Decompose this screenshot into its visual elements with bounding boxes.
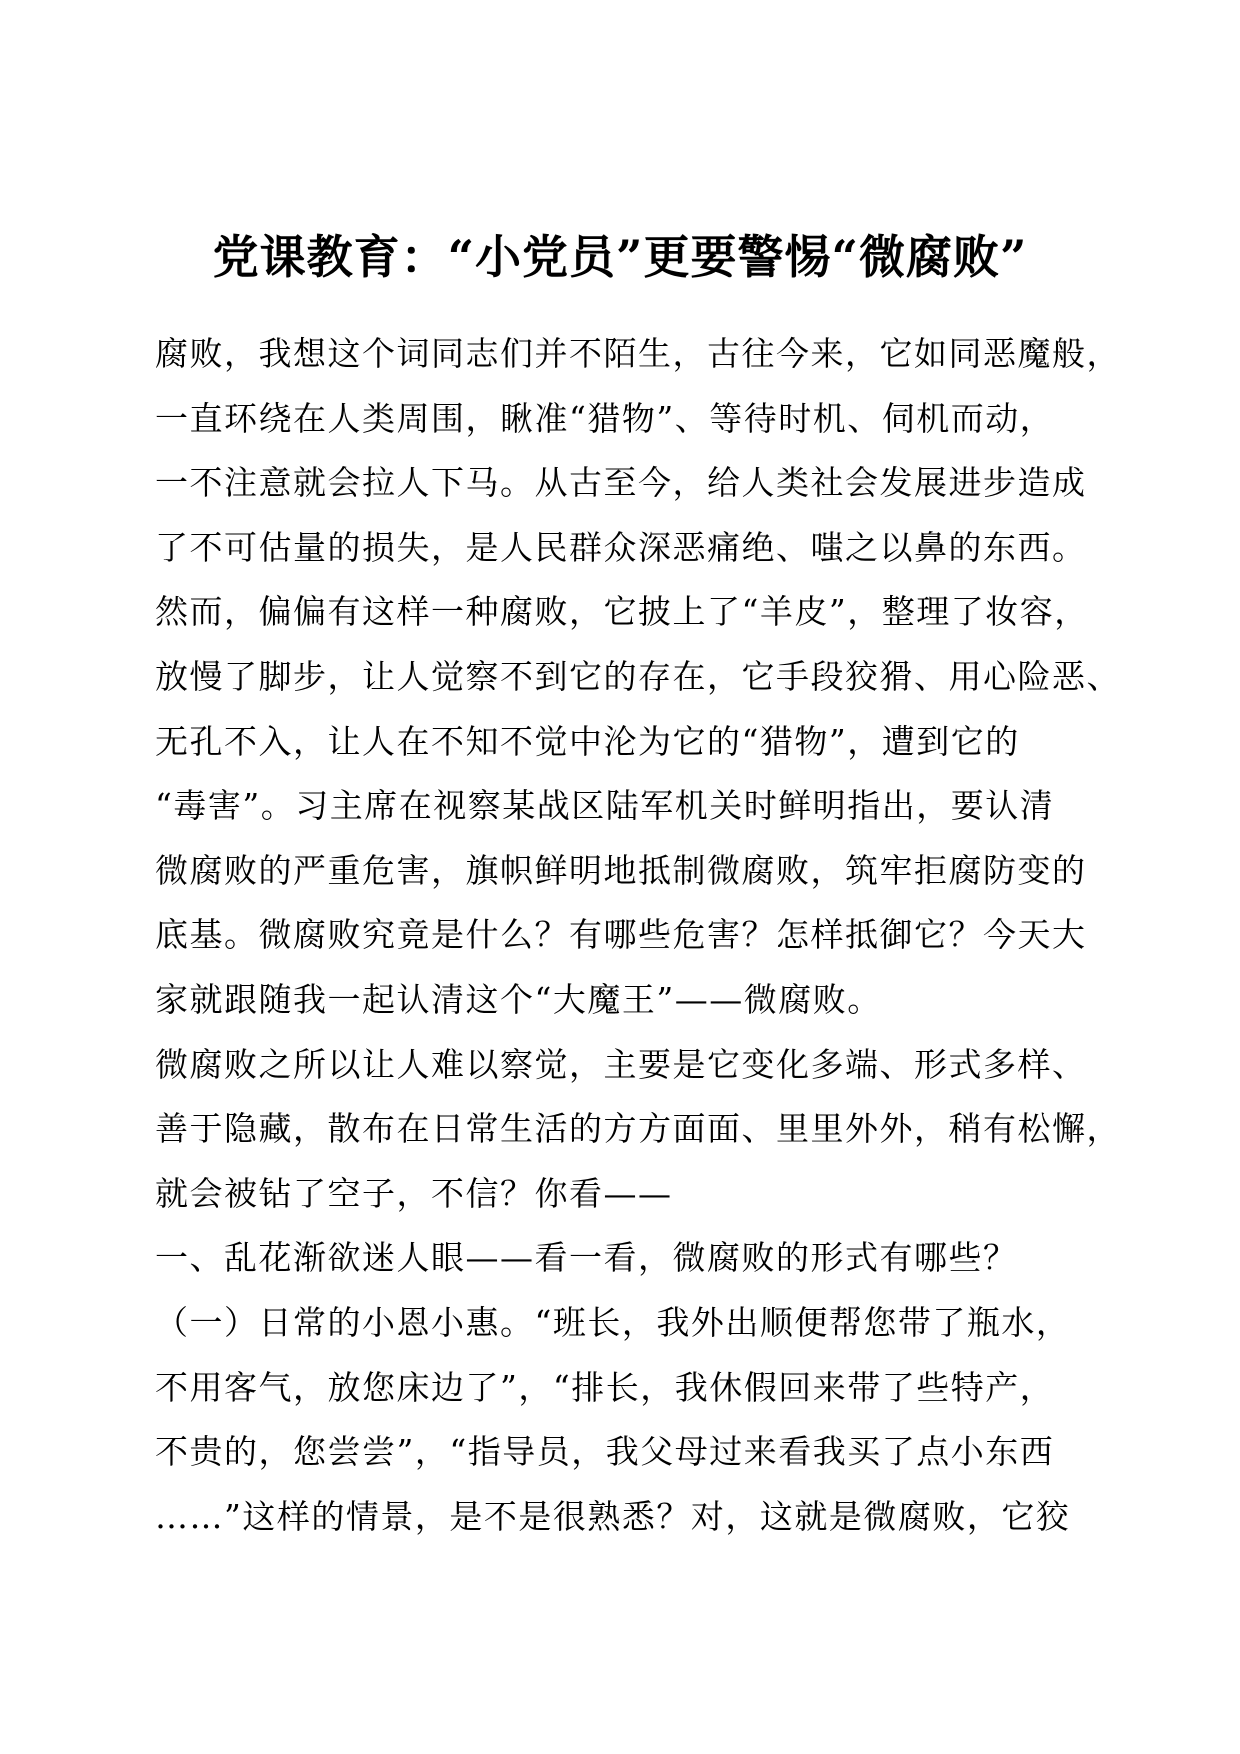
- body-line: 家就跟随我一起认清这个“大魔王”——微腐败。: [155, 979, 882, 1019]
- body-line: 一直环绕在人类周围，瞅准“猎物”、等待时机、伺机而动，: [155, 398, 1055, 438]
- body-line: 了不可估量的损失，是人民群众深恶痛绝、嗤之以鼻的东西。: [155, 527, 1087, 567]
- body-line: 不用客气，放您床边了”，“排长，我休假回来带了些特产，: [155, 1367, 1055, 1407]
- body-line: 一、乱花渐欲迷人眼——看一看，微腐败的形式有哪些？: [155, 1238, 1018, 1278]
- body-line: 腐败，我想这个词同志们并不陌生，古往今来，它如同恶魔般，: [155, 334, 1121, 373]
- body-line: 就会被钻了空子，不信？你看——: [155, 1173, 673, 1213]
- body-line: 微腐败的严重危害，旗帜鲜明地抵制微腐败，筑牢拒腐防变的: [155, 850, 1087, 890]
- body-line: 微腐败之所以让人难以察觉，主要是它变化多端、形式多样、: [155, 1044, 1087, 1084]
- body-line: 一不注意就会拉人下马。从古至今，给人类社会发展进步造成: [155, 463, 1087, 503]
- document-body: [155, 322, 1121, 1549]
- document-title: 党课教育：“小党员”更要警惕“微腐败”: [212, 229, 1028, 284]
- body-line: （一）日常的小恩小惠。“班长，我外出顺便帮您带了瓶水，: [155, 1302, 1071, 1342]
- body-line: 然而，偏偏有这样一种腐败，它披上了“羊皮”，整理了妆容，: [155, 592, 1089, 632]
- body-line: “毒害”。习主席在视察某战区陆军机关时鲜明指出，要认清: [155, 786, 1055, 826]
- body-line: 底基。微腐败究竟是什么？有哪些危害？怎样抵御它？今天大: [155, 915, 1087, 955]
- body-line: ……”这样的情景，是不是很熟悉？对，这就是微腐败，它狡: [155, 1496, 1071, 1536]
- body-line: 不贵的，您尝尝”，“指导员，我父母过来看我买了点小东西: [155, 1432, 1055, 1472]
- body-line: 无孔不入，让人在不知不觉中沦为它的“猎物”，遭到它的: [155, 721, 1020, 761]
- body-line: 放慢了脚步，让人觉察不到它的存在，它手段狡猾、用心险恶、: [155, 656, 1121, 696]
- body-line: 善于隐藏，散布在日常生活的方方面面、里里外外，稍有松懈，: [155, 1109, 1121, 1149]
